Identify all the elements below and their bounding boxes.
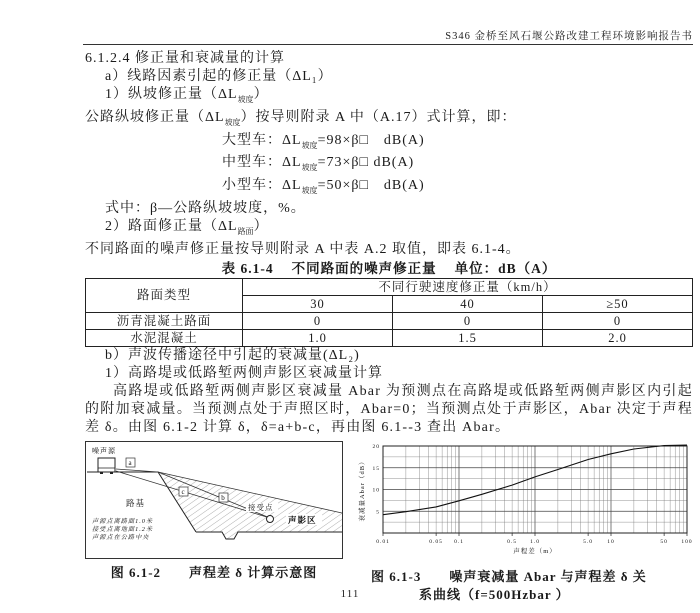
table-title (85, 260, 693, 277)
section-heading: 6.1.2.4 修正量和衰减量的计算 (85, 51, 285, 66)
ground-line (196, 532, 342, 539)
svg-text:100: 100 (681, 538, 693, 545)
cell-value: 2.0 (543, 329, 693, 346)
label-c (179, 487, 188, 496)
page-number: 111 (340, 588, 360, 600)
svg-text:5.0: 5.0 (583, 538, 594, 545)
cell-value: 1.0 (243, 329, 393, 346)
receiver-label: 接受点 (248, 502, 274, 512)
item-2: 2）路面修正量$(\Delta L_{路面})$ (105, 218, 269, 236)
page-body (85, 50, 693, 604)
label-a (126, 458, 135, 467)
svg-text:10: 10 (372, 487, 380, 494)
svg-text:50: 50 (660, 538, 668, 545)
figure-1 (85, 441, 343, 582)
item-b: b）声波传播途径中引起的衰减量(ΔL₂) (105, 347, 360, 363)
svg-text:0.05: 0.05 (429, 538, 443, 545)
page-header-title: S346 金桥至风石堰公路改建工程环境影响报告书 (445, 31, 693, 42)
svg-text:0.01: 0.01 (376, 538, 390, 545)
table-title-text: 不同路面的噪声修正量 (291, 260, 437, 276)
header-speed-30: 30 (243, 295, 393, 312)
svg-text:0.5: 0.5 (507, 538, 518, 545)
formula-small-vehicle: 小型车：$\Delta L_{坡度}=50\times\beta□$ dB(A) (222, 178, 425, 195)
formula-large-vehicle: 大型车：$\Delta L_{坡度}=98\times\beta□$ dB(A) (222, 132, 425, 150)
header-road-type: 路面类型 (86, 278, 243, 312)
header-speed-group: 不同行驶速度修正量（km/h） (243, 278, 693, 295)
noise-source-label: 噪声源 (92, 446, 116, 455)
cell-value: 0 (393, 312, 543, 329)
item-1: 1）纵坡修正量$(\Delta L_{坡度})$ (105, 87, 269, 104)
figure-1-caption: 图 6.1-2 声程差 δ 计算示意图 (110, 564, 318, 580)
note-line: 接受点离地面1.2米 (92, 525, 154, 533)
svg-text:0.1: 0.1 (454, 538, 464, 545)
label-b (219, 493, 228, 502)
note-line: 声源点离路面1.0米 (92, 517, 154, 525)
table-row-asphalt (86, 312, 693, 329)
figure-2-caption-line2: 系曲线（f=500Hzbar ） (419, 586, 570, 602)
svg-text:c: c (181, 487, 186, 496)
svg-text:b: b (221, 493, 226, 502)
item-a: a）线路因素引起的修正量（ΔL₁） (105, 69, 333, 84)
svg-text:声程差（m）: 声程差（m） (513, 547, 557, 555)
abar-chart-svg (357, 441, 693, 557)
figures-row (85, 441, 693, 604)
roadbed-label: 路基 (126, 497, 146, 508)
svg-text:衰减量Abar（dB）: 衰减量Abar（dB） (359, 457, 366, 522)
formula-intro: 公路纵坡修正量$(\Delta L_{坡度})$按导则附录 A 中（A.17）式计算，即： (85, 109, 517, 127)
header-rule (83, 44, 693, 45)
table-row-cement (86, 329, 693, 346)
header-speed-40: 40 (393, 295, 543, 312)
figure-2-caption-line1: 图 6.1-3 噪声衰减量 Abar 与声程差 δ 关 (371, 568, 647, 584)
diagram-svg (86, 442, 342, 558)
receiver-point-icon (267, 515, 274, 522)
shadow-zone-label: 声影区 (288, 514, 317, 525)
cell-road-name: 沥青混凝土路面 (86, 312, 243, 329)
svg-text:a: a (128, 458, 133, 467)
path-difference-diagram (85, 441, 343, 559)
formula-medium-vehicle: 中型车：$\Delta L_{坡度}=73\times\beta□$ dB(A) (222, 155, 415, 173)
svg-text:1.0: 1.0 (530, 538, 540, 545)
cell-value: 0 (543, 312, 693, 329)
table-intro: 不同路面的噪声修正量按导则附录 A 中表 A.2 取值，即表 6.1-4。 (85, 241, 521, 257)
header-speed-50: ≥50 (543, 295, 693, 312)
item-b1: 1）高路堤或低路堑两侧声影区衰减量计算 (105, 365, 383, 381)
figure-2 (357, 441, 693, 604)
table-number: 表 6.1-4 (221, 260, 274, 276)
cell-value: 1.5 (393, 329, 543, 346)
noise-correction-table (85, 278, 693, 347)
svg-text:20: 20 (372, 443, 380, 450)
cell-road-name: 水泥混凝土 (86, 329, 243, 346)
where-clause: 式中：β—公路纵坡坡度，%。 (105, 200, 306, 216)
svg-text:10: 10 (607, 538, 615, 545)
table-header-row-1 (86, 278, 693, 295)
noise-source-icon (98, 458, 115, 474)
table-unit: 单位：dB（A） (454, 260, 557, 276)
svg-text:15: 15 (372, 465, 380, 472)
svg-text:5: 5 (376, 509, 380, 516)
note-line: 声源点在公路中央 (92, 533, 150, 541)
abar-paragraph: 高路堤或低路堑两侧声影区衰减量 Abar 为预测点在高路堤或低路堑两侧声影区内引起的附加衰减量。当预测点处于声照区时，Abar=0；当预测点处于声影区，Abar 决定于声程差 δ。由图 6.1-2 计算 δ，δ=a+b-c，再由图 6.1--3 查出 Abar。 (85, 383, 693, 435)
cell-value: 0 (243, 312, 393, 329)
